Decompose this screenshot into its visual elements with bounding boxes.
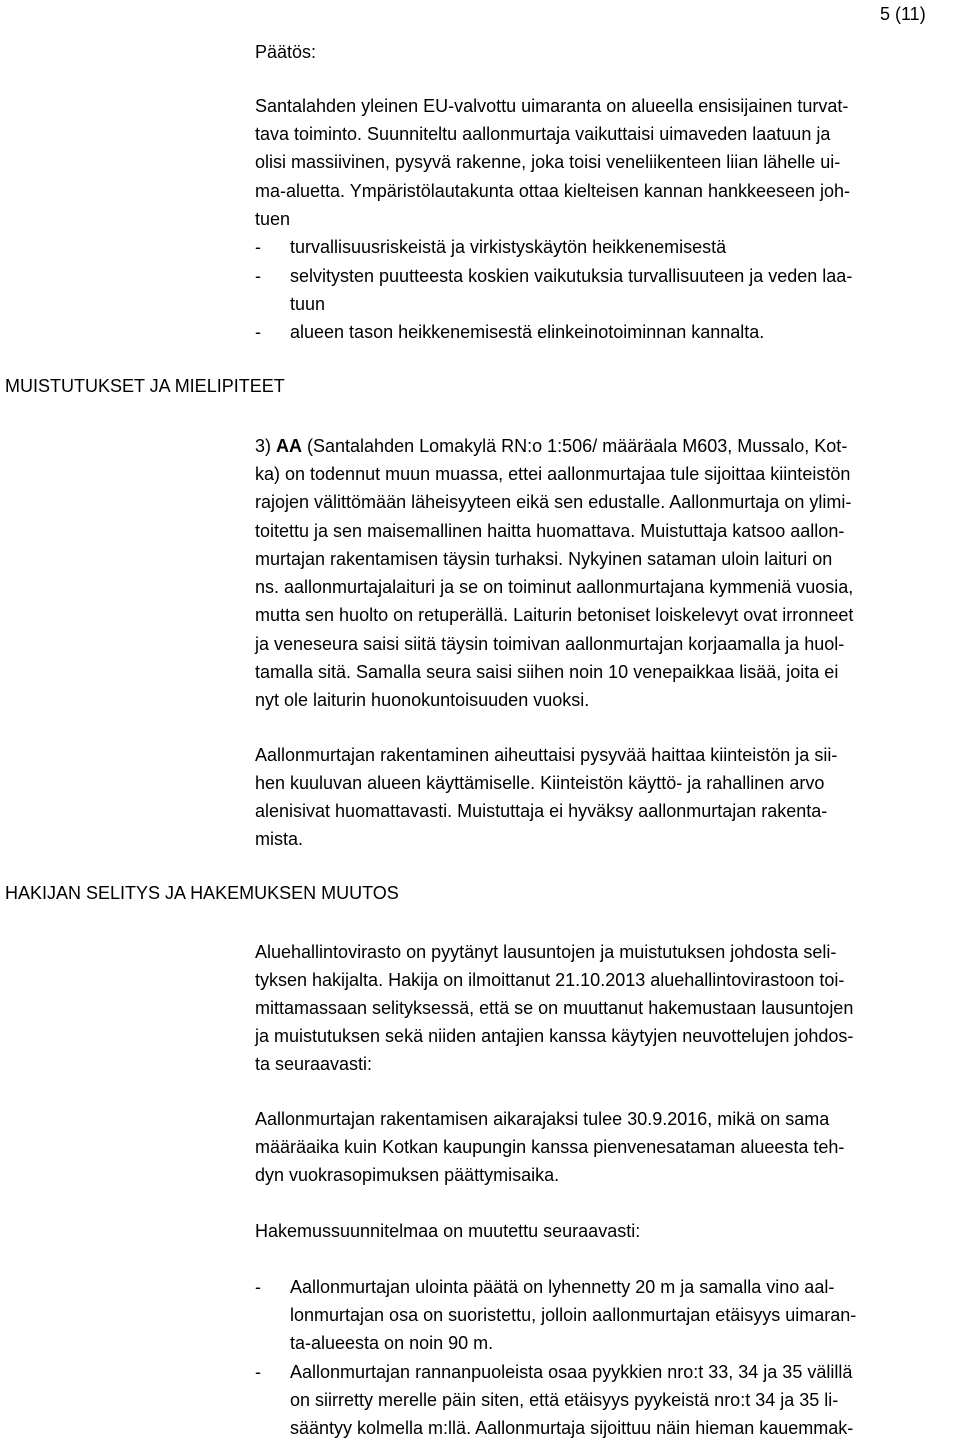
page-number: 5 (11): [880, 4, 926, 24]
objection-line: ja veneseura saisi siitä täysin toimivan aallonmurtajan korjaamalla ja huol-: [255, 634, 845, 654]
applicant-bullet: ta-alueesta on noin 90 m.: [290, 1333, 494, 1353]
bullet-dash: -: [255, 237, 261, 257]
decision-line: Santalahden yleinen EU-valvottu uimaranta on alueella ensisijainen turvat-: [255, 96, 849, 116]
objection-line: ka) on todennut muun muassa, ettei aallonmurtajaa tule sijoittaa kiinteistön: [255, 464, 851, 484]
applicant-line: ta seuraavasti:: [255, 1054, 373, 1074]
decision-bullet: selvitysten puutteesta koskien vaikutuksia turvallisuuteen ja veden laa-: [290, 266, 853, 286]
applicant-bullet: on siirretty merelle päin siten, että etäisyys pyykeistä nro:t 34 ja 35 li-: [290, 1390, 839, 1410]
applicant-line: Hakemussuunnitelmaa on muutettu seuraavasti:: [255, 1221, 641, 1241]
applicant-line: tyksen hakijalta. Hakija on ilmoittanut 21.10.2013 aluehallintovirastoon toi-: [255, 970, 845, 990]
objection-line: ns. aallonmurtajalaituri ja se on toiminut aallonmurtajana kymmeniä vuosia,: [255, 577, 854, 597]
objection-line: murtajan rakentamisen täysin turhaksi. Nykyinen sataman uloin laituri on: [255, 549, 833, 569]
decision-bullet: alueen tason heikkenemisestä elinkeinotoiminnan kannalta.: [290, 322, 765, 342]
decision-line: tava toiminto. Suunniteltu aallonmurtaja vaikuttaisi uimaveden laatuun ja: [255, 124, 831, 144]
objector-name: AA: [276, 436, 303, 456]
applicant-bullet: Aallonmurtajan rannanpuoleista osaa pyykkien nro:t 33, 34 ja 35 välillä: [290, 1362, 853, 1382]
objection-line: nyt ole laiturin huonokuntoisuuden vuoksi.: [255, 690, 590, 710]
section-heading-applicant: HAKIJAN SELITYS JA HAKEMUKSEN MUUTOS: [5, 883, 399, 903]
decision-bullet: tuun: [290, 294, 326, 314]
decision-line: tuen: [255, 209, 291, 229]
applicant-bullet: sääntyy kolmella m:llä. Aallonmurtaja sijoittuu näin hieman kauemmak-: [290, 1418, 854, 1438]
applicant-line: Aluehallintovirasto on pyytänyt lausuntojen ja muistutuksen johdosta seli-: [255, 942, 837, 962]
applicant-line: mittamassaan selityksessä, että se on muuttanut hakemustaan lausuntojen: [255, 998, 854, 1018]
objection-line: 3) AA (Santalahden Lomakylä RN:o 1:506/ määräala M603, Mussalo, Kot-: [255, 436, 848, 456]
objection-line: toitettu ja sen maisemallinen haitta huomattava. Muistuttaja katsoo aallon-: [255, 521, 845, 541]
decision-line: ma-aluetta. Ympäristölautakunta ottaa kielteisen kannan hankkeeseen joh-: [255, 181, 851, 201]
applicant-line: dyn vuokrasopimuksen päättymisaika.: [255, 1165, 560, 1185]
objection-line: mutta sen huolto on retuperällä. Laiturin betoniset loiskelevyt ovat irronneet: [255, 605, 854, 625]
decision-label: Päätös:: [255, 42, 317, 62]
bullet-dash: -: [255, 322, 261, 342]
decision-bullet: turvallisuusriskeistä ja virkistyskäytön heikkenemisestä: [290, 237, 727, 257]
applicant-line: määräaika kuin Kotkan kaupungin kanssa pienvenesataman alueesta teh-: [255, 1137, 845, 1157]
objection-line: Aallonmurtajan rakentaminen aiheuttaisi pysyvää haittaa kiinteistön ja sii-: [255, 745, 838, 765]
applicant-line: ja muistutuksen sekä niiden antajien kanssa käytyjen neuvottelujen johdos-: [255, 1026, 854, 1046]
bullet-dash: -: [255, 266, 261, 286]
objection-line: mista.: [255, 829, 304, 849]
bullet-dash: -: [255, 1277, 261, 1297]
objection-line: rajojen välittömään läheisyyteen eikä sen edustalle. Aallonmurtaja on ylimi-: [255, 492, 852, 512]
section-heading-objections: MUISTUTUKSET JA MIELIPITEET: [5, 376, 285, 396]
objection-line: hen kuuluvan alueen käyttämiselle. Kiinteistön käyttö- ja rahallinen arvo: [255, 773, 825, 793]
decision-line: olisi massiivinen, pysyvä rakenne, joka toisi veneliikenteen liian lähelle ui-: [255, 152, 841, 172]
bullet-dash: -: [255, 1362, 261, 1382]
applicant-bullet: Aallonmurtajan ulointa päätä on lyhennetty 20 m ja samalla vino aal-: [290, 1277, 835, 1297]
objection-line: tamalla sitä. Samalla seura saisi siihen noin 10 venepaikkaa lisää, joita ei: [255, 662, 839, 682]
applicant-bullet: lonmurtajan osa on suoristettu, jolloin aallonmurtajan etäisyys uimaran-: [290, 1305, 857, 1325]
objection-line: alenisivat huomattavasti. Muistuttaja ei hyväksy aallonmurtajan rakenta-: [255, 801, 828, 821]
applicant-line: Aallonmurtajan rakentamisen aikarajaksi tulee 30.9.2016, mikä on sama: [255, 1109, 830, 1129]
